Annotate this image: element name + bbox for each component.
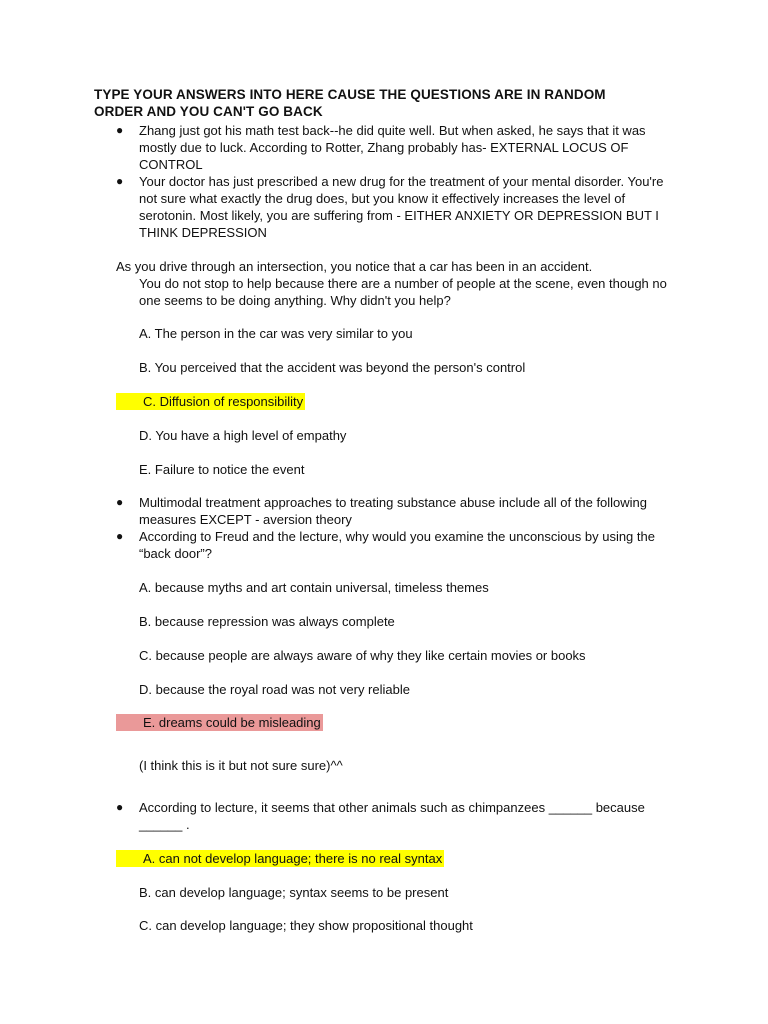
list-item [116, 528, 676, 562]
answer-option-highlighted: A. can not develop language; there is no real syntax [116, 850, 444, 867]
list-item [116, 799, 676, 833]
answer-option: B. because repression was always complete [139, 614, 395, 629]
answer-option: B. can develop language; syntax seems to be present [139, 885, 449, 900]
list-item-text: According to Freud and the lecture, why would you examine the unconscious by using the “back door”? [139, 529, 655, 561]
question-paragraph [116, 258, 676, 309]
document-heading: TYPE YOUR ANSWERS INTO HERE CAUSE THE QUESTIONS ARE IN RANDOM ORDER AND YOU CAN'T GO BACK [94, 87, 606, 119]
user-note: (I think this is it but not sure sure)^^ [139, 758, 343, 773]
answer-option: E. Failure to notice the event [139, 462, 305, 477]
answer-option: B. You perceived that the accident was beyond the person's control [139, 360, 526, 375]
answer-option: D. You have a high level of empathy [139, 428, 347, 443]
list-item-text: Your doctor has just prescribed a new drug for the treatment of your mental disorder. You're not sure what exactly the drug does, but you know it effectively increases the level of serotonin. Most likely, you are suffering from - EITHER ANXIETY OR DEPRESSION BUT I THINK DEPRESSION [139, 174, 664, 240]
list-item [116, 494, 676, 528]
list-item-text: Multimodal treatment approaches to treating substance abuse include all of the following measures EXCEPT - aversion theory [139, 495, 648, 527]
answer-option: D. because the royal road was not very reliable [139, 682, 410, 697]
bullet-icon: ● [116, 800, 124, 814]
answer-option: A. because myths and art contain universal, timeless themes [139, 580, 489, 595]
answer-option-highlighted: C. Diffusion of responsibility [116, 393, 305, 410]
list-item-text: Zhang just got his math test back--he did quite well. But when asked, he says that it was mostly due to luck. According to Rotter, Zhang probably has- EXTERNAL LOCUS OF CONTROL [139, 123, 646, 172]
list-item [116, 173, 676, 241]
answer-option-highlighted: E. dreams could be misleading [116, 714, 323, 731]
answer-option: C. can develop language; they show propositional thought [139, 918, 473, 933]
bullet-icon: ● [116, 174, 124, 188]
bullet-icon: ● [116, 123, 124, 137]
question-continuation: You do not stop to help because there are a number of people at the scene, even though no one seems to be doing anything. Why didn't you help? [139, 276, 667, 308]
list-item-text: According to lecture, it seems that other animals such as chimpanzees ______ because ______ . [139, 800, 645, 832]
list-item [116, 122, 676, 173]
question-first-line: As you drive through an intersection, you notice that a car has been in an accident. [116, 259, 593, 274]
bullet-icon: ● [116, 495, 124, 509]
answer-option: C. because people are always aware of why they like certain movies or books [139, 648, 586, 663]
answer-option: A. The person in the car was very similar to you [139, 326, 413, 341]
bullet-icon: ● [116, 529, 124, 543]
